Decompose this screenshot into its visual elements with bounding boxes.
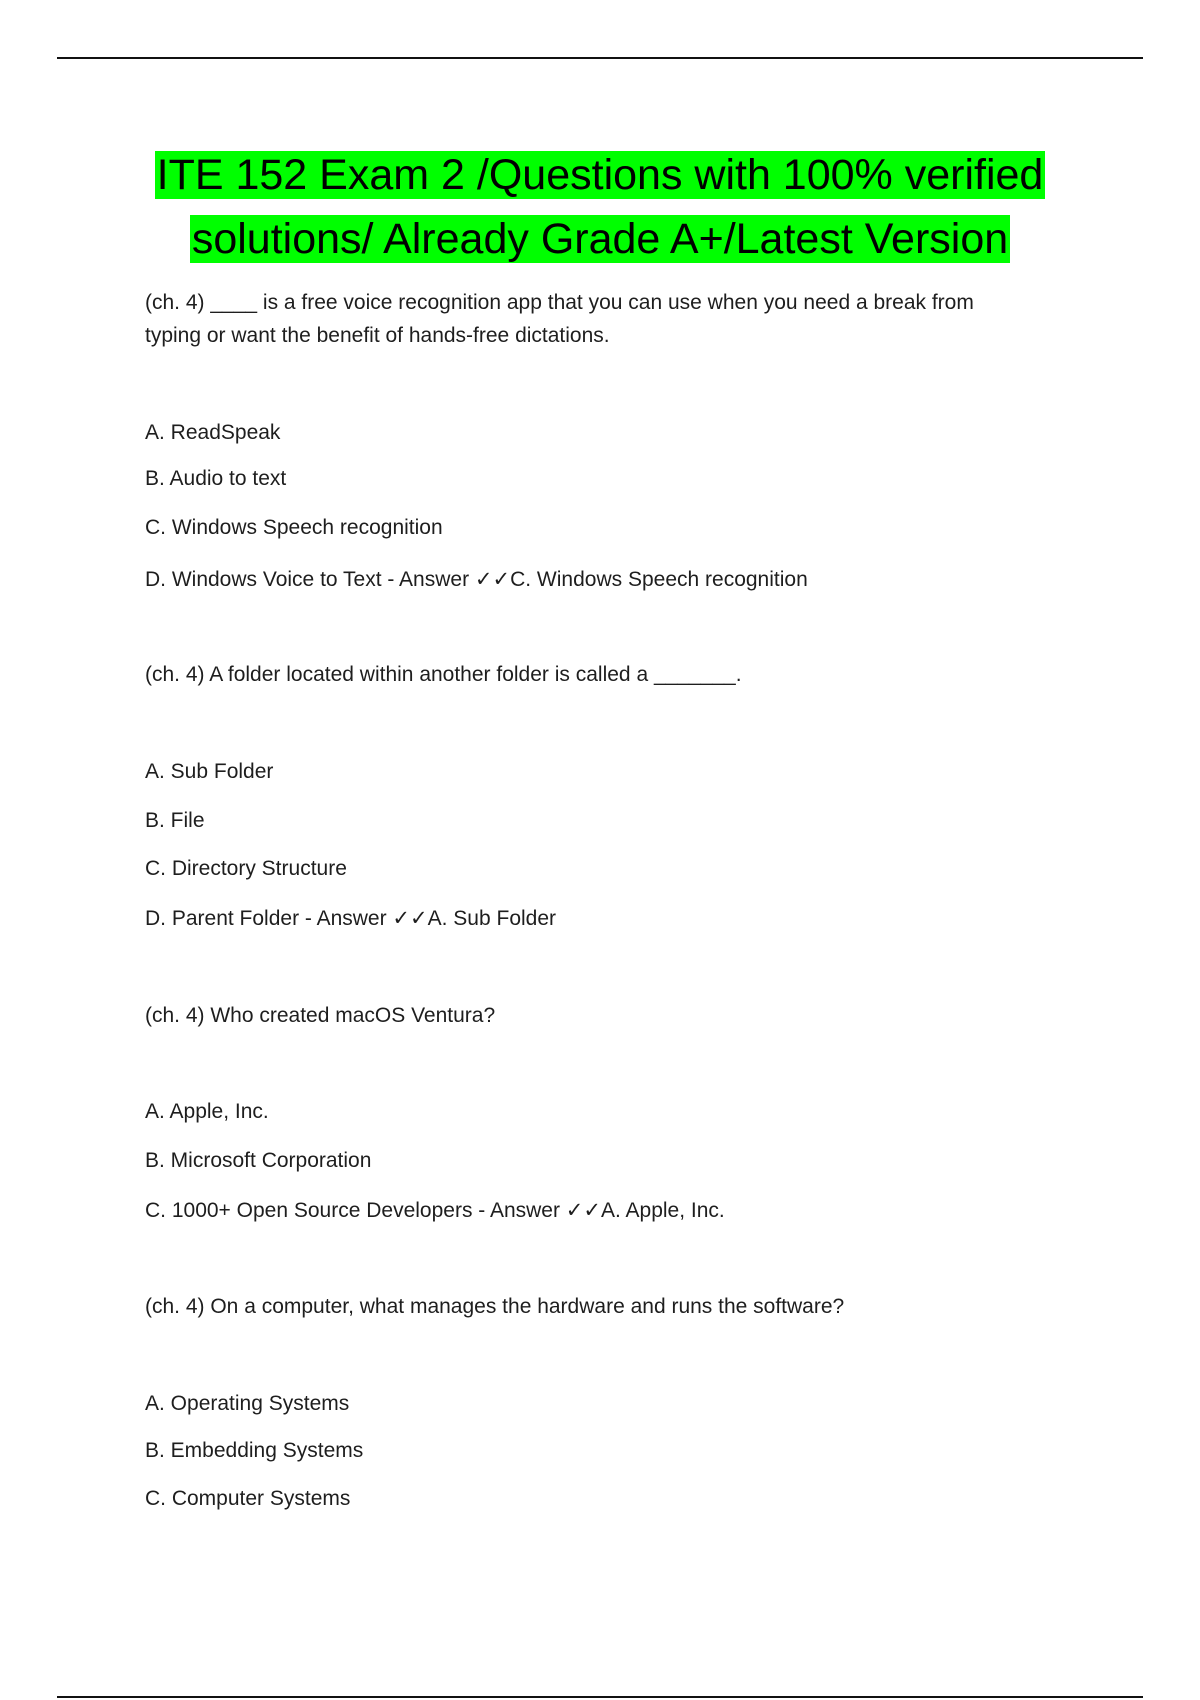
- question-3-option-b: B. Microsoft Corporation: [145, 1149, 372, 1172]
- question-4-option-b: B. Embedding Systems: [145, 1439, 364, 1462]
- question-4-option-a: A. Operating Systems: [145, 1392, 350, 1415]
- bottom-rule: [57, 1696, 1143, 1698]
- question-1-option-d-answer: D. Windows Voice to Text - Answer ✓✓C. Windows Speech recognition: [145, 568, 808, 591]
- question-2-option-d-answer: D. Parent Folder - Answer ✓✓A. Sub Folder: [145, 907, 557, 930]
- top-rule: [57, 57, 1143, 59]
- question-4-text: (ch. 4) On a computer, what manages the hardware and runs the software?: [145, 1295, 845, 1318]
- question-3-option-a: A. Apple, Inc.: [145, 1100, 269, 1123]
- question-1-text: (ch. 4) ____ is a free voice recognition app that you can use when you need a break from: [145, 291, 974, 314]
- question-3-text: (ch. 4) Who created macOS Ventura?: [145, 1004, 496, 1027]
- title-line-1: ITE 152 Exam 2 /Questions with 100% verified: [156, 151, 1044, 199]
- question-1-option-a: A. ReadSpeak: [145, 421, 281, 444]
- question-2-option-b: B. File: [145, 809, 205, 832]
- question-1-option-c: C. Windows Speech recognition: [145, 516, 443, 539]
- document-title: [0, 143, 1200, 271]
- question-2-option-c: C. Directory Structure: [145, 857, 347, 880]
- question-1-text-cont: typing or want the benefit of hands-free dictations.: [145, 324, 610, 347]
- question-2-option-a: A. Sub Folder: [145, 760, 274, 783]
- question-4-option-c: C. Computer Systems: [145, 1487, 351, 1510]
- question-1-option-b: B. Audio to text: [145, 467, 287, 490]
- question-3-option-c-answer: C. 1000+ Open Source Developers - Answer ✓✓A. Apple, Inc.: [145, 1199, 725, 1222]
- title-line-2: solutions/ Already Grade A+/Latest Version: [191, 215, 1009, 263]
- question-2-text: (ch. 4) A folder located within another folder is called a _______.: [145, 663, 742, 686]
